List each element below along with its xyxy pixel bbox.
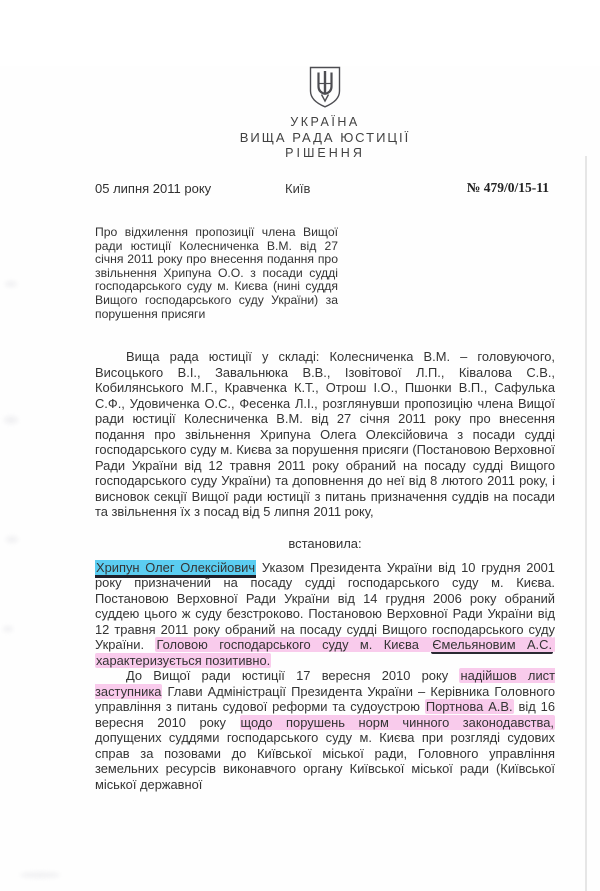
document-body	[95, 349, 555, 520]
document-header	[95, 66, 555, 160]
highlighted-text	[553, 637, 555, 652]
subject-paragraph: Про відхилення пропозиції члена Вищої ради юстиції Колесниченка В.М. від 27 січня 2011 року про внесення подання про звільнення Хрипуна О.О. з посади судді господарського суду м. Києва (нині суддя Вищого господарського суду України) за порушення присяги	[95, 225, 338, 321]
document-date: 05 липня 2011 року	[95, 181, 212, 196]
highlighted-text: Портнова А.В.	[425, 699, 513, 715]
highlighted-text: Хрипун Олег Олексійович	[95, 560, 256, 578]
highlighted-text: щодо порушень норм чинного законодавства,	[240, 714, 554, 730]
scan-smudge	[20, 872, 60, 878]
document-number: № 479/0/15-11	[466, 180, 549, 195]
scan-smudge	[3, 626, 13, 632]
highlighted-text: Ємельяновим А.С.	[432, 637, 553, 653]
scanned-document-page	[0, 66, 600, 891]
highlighted-text: Головою господарського суду м. Києва	[156, 637, 431, 653]
organization-title: ВИЩА РАДА ЮСТИЦІЇ	[239, 130, 411, 145]
document-city: Київ	[285, 181, 311, 196]
country-title: УКРАЇНА	[290, 115, 360, 129]
document-meta-row	[95, 181, 555, 197]
highlighted-text: надійшов лист заступника	[95, 668, 556, 699]
resolution-word: встановила:	[288, 535, 362, 551]
judge-career-paragraph: Хрипун Олег Олексійович Указом Президента України від 10 грудня 2001 року призначений на посаду судді господарського суду м. Києва. Постановою Верховної Ради України від 14 грудня 2006 року обраний суддею цього ж суду безстроково. Постановою Верховної Ради України від 12 травня 2011 року обраний на посаду судді Вищого господарського суду України. Головою господарського суду м. Києва Ємельяновим А.С. характеризується позитивно.	[95, 559, 555, 668]
scan-smudge	[5, 281, 17, 287]
document-type-title: РІШЕННЯ	[285, 146, 365, 160]
council-composition-paragraph: Вища рада юстиції у складі: Колесниченка В.М. – головуючого, Висоцького В.І., Завальнюка В.В., Ізовітової Л.П., Ківалова С.В., Кобилянського М.Г., Кравченка К.Т., Отрош І.О., Пшонки В.П., Сафулька С.Ф., Удовиченка О.С., Фесенка Л.І., розглянувши пропозицію члена Вищої ради юстиції Колесниченка В.М. від 27 січня 2011 року про внесення подання про звільнення Хрипуна Олега Олексійовича з посади судді господарського суду м. Києва за порушення присяги (Постановою Верховної Ради України від 12 травня 2011 року обраний на посаду судді Вищого господарського суду України) та доповнення до неї від 8 лютого 2011 року, і висновок секції Вищої ради юстиції з питань призначення суддів на посади та звільнення їх з посад від 5 липня 2011 року,	[95, 349, 555, 520]
scan-smudge	[4, 416, 18, 424]
document-body-facts	[95, 560, 555, 793]
complaint-letter-paragraph: До Вищої ради юстиції 17 вересня 2010 року надійшов лист заступника Глави Адміністрації Президента України – Керівника Головного управління з питань судової реформи та судоустрою Портнова А.В. від 16 вересня 2010 року щодо порушень норм чинного законодавства, допущених суддями господарського суду м. Києва при розгляді судових справ за позовами до Київської міської ради, Головного управління земельних ресурсів виконавчого органу Київської міської ради (Київської міської державної	[95, 668, 556, 792]
scan-smudge	[6, 536, 18, 543]
highlighted-text: характеризується позитивно.	[96, 652, 271, 668]
scan-edge-artifact	[585, 156, 587, 891]
ukraine-trident-emblem-icon	[307, 66, 343, 108]
